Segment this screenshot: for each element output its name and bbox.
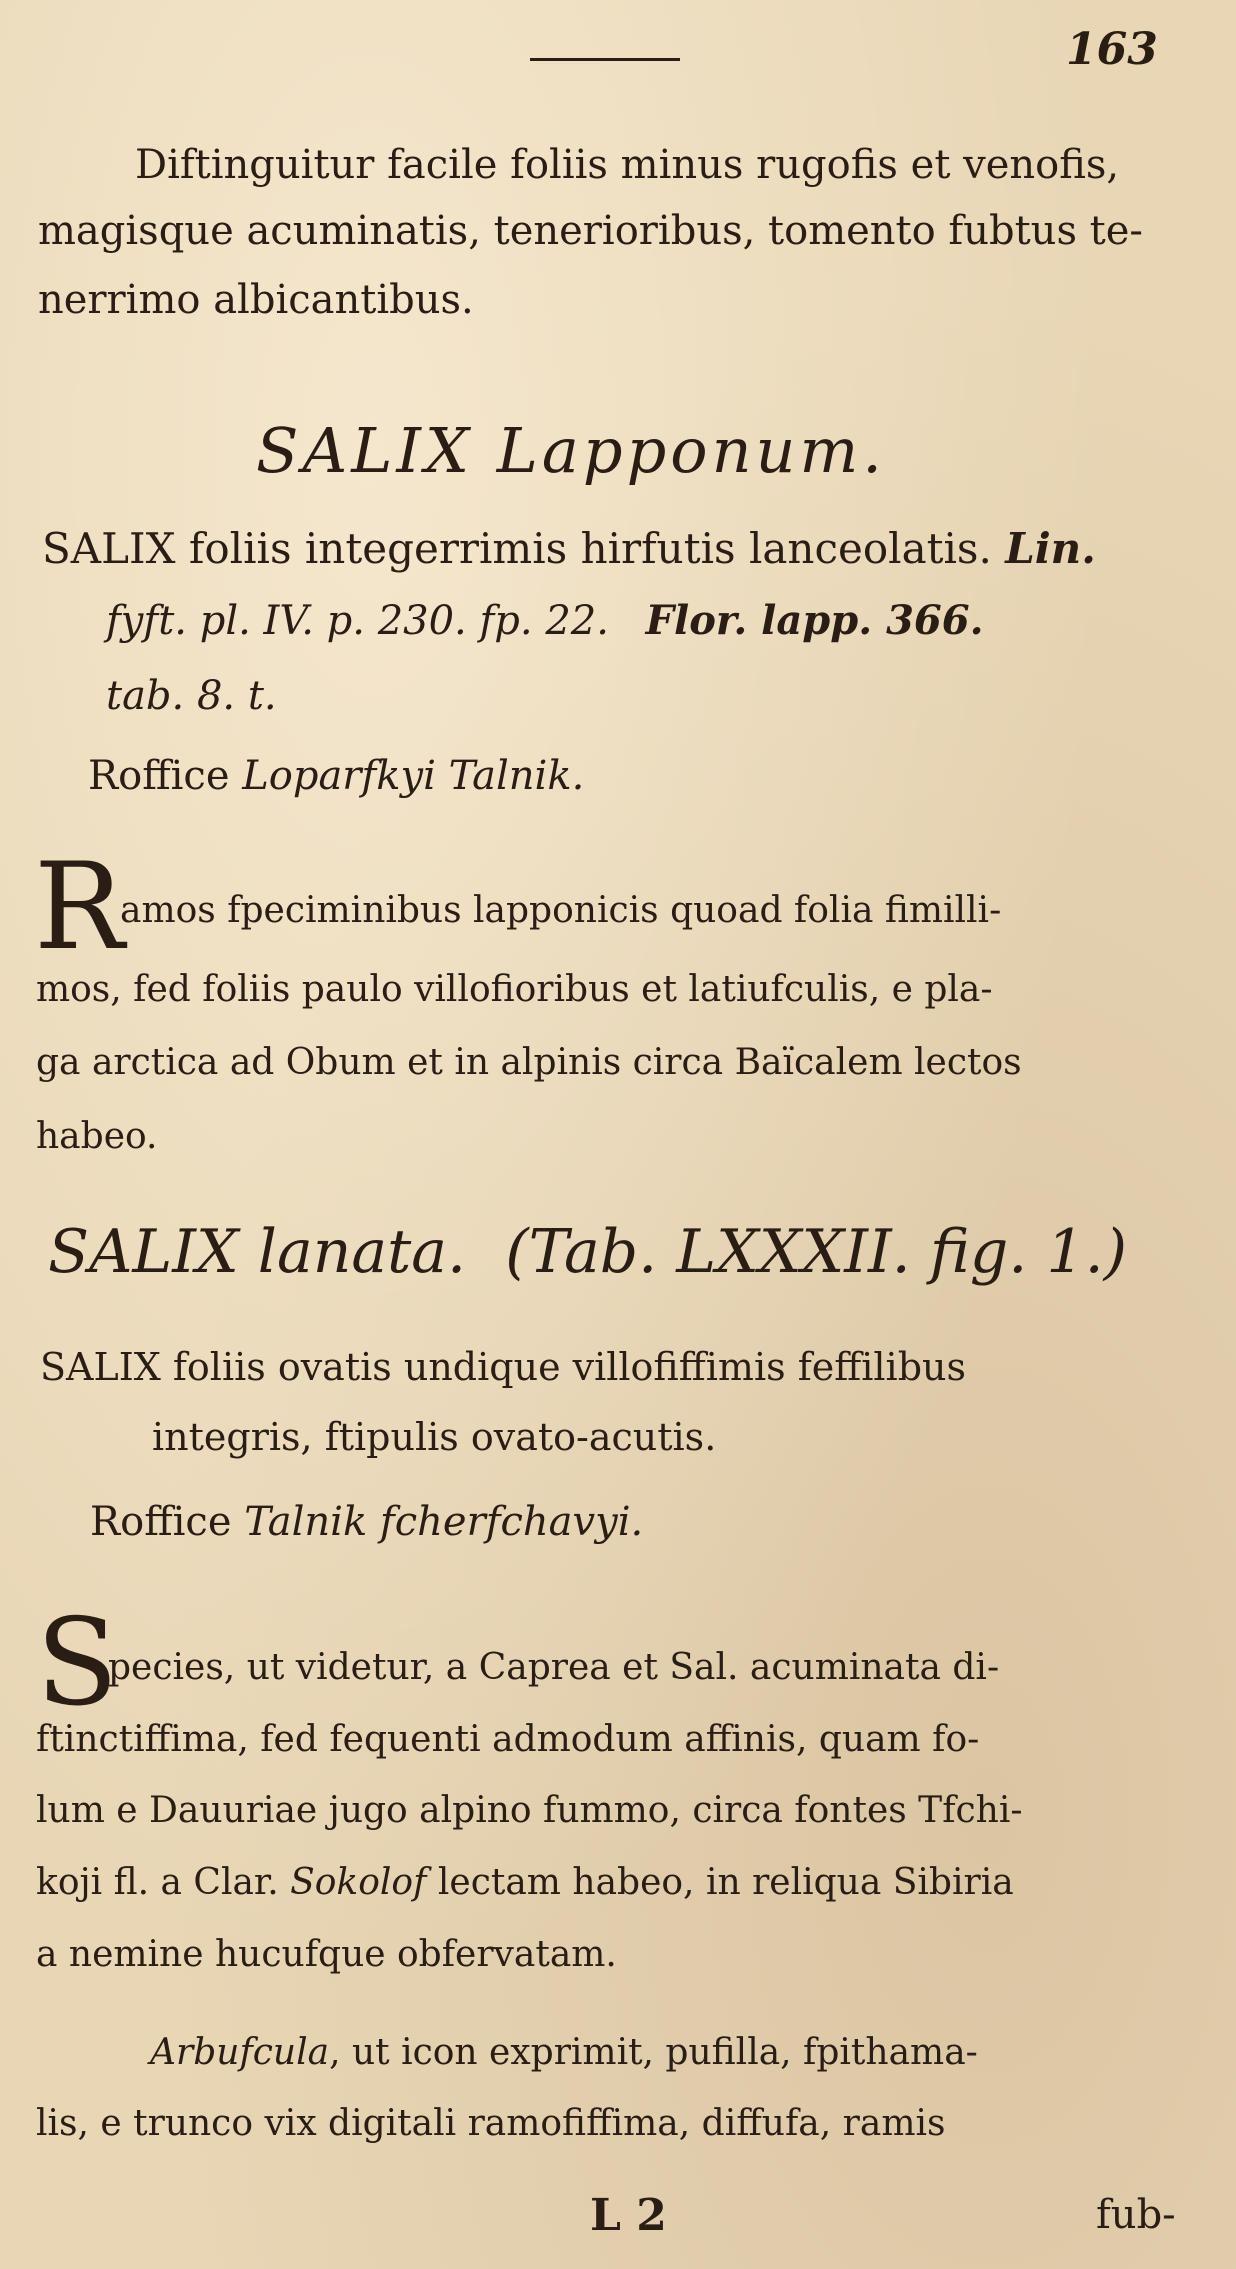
diagnosis-text: SALIX foliis integerrimis hirfutis lanceolatis. [42,524,992,573]
signature-mark: L 2 [590,2190,667,2241]
vernacular-name: Loparfkyi Talnik. [242,753,585,799]
paragraph-line: lis, e trunco vix digitali ramofiffima, diffufa, ramis [36,2103,946,2144]
person-name: Sokolof [290,1862,427,1903]
term-italic: Arbufcula [150,2032,330,2073]
catchword: fub- [1096,2192,1176,2238]
paragraph-line: ftinctiffima, fed fequenti admodum affinis, quam fo- [36,1719,980,1760]
paragraph-line: ga arctica ad Obum et in alpinis circa Baïcalem lectos [36,1042,1022,1083]
species-heading [48,1217,1128,1287]
text-segment: , ut icon exprimit, pufilla, fpithama- [329,2032,978,2073]
drop-cap: R [34,838,125,977]
vernacular-line [90,1499,644,1545]
diagnosis-line: integris, ftipulis ovato-acutis. [152,1415,717,1459]
page-number: 163 [1066,24,1158,75]
header-rule [530,58,680,61]
diagnosis-line [42,524,1096,573]
diagnosis-line: SALIX foliis ovatis undique villofiffimis feffilibus [40,1345,967,1389]
paragraph-line: nerrimo albicantibus. [38,277,474,323]
vernacular-line [88,753,585,799]
paragraph-line: pecies, ut videtur, a Caprea et Sal. acuminata di- [108,1647,1000,1688]
paragraph-line: a nemine hucufque obfervatam. [36,1934,617,1975]
paragraph-line: Diftinguitur facile foliis minus rugofis et venofis, [135,142,1120,188]
reference-text: fyft. pl. IV. p. 230. fp. 22. [106,598,609,644]
paragraph-line [150,2032,978,2073]
species-heading: SALIX Lapponum. [256,414,886,487]
paragraph-line: habeo. [36,1116,158,1157]
species-name: SALIX lanata. [48,1217,467,1287]
vernacular-name: Talnik fcherfchavyi. [244,1499,644,1545]
paragraph-line [36,1862,1014,1903]
paragraph-line: mos, fed foliis paulo villofioribus et latiufculis, e pla- [36,969,993,1010]
text-segment: koji fl. a Clar. [36,1862,279,1903]
reference-line: tab. 8. t. [106,673,277,719]
diagnosis-line [106,597,984,644]
text-segment: lectam habeo, in reliqua Sibiria [437,1862,1014,1903]
reference-text: Lin. [1005,524,1096,573]
drop-cap: S [36,1594,119,1733]
paragraph-line: amos fpeciminibus lapponicis quoad folia fimilli- [120,890,1002,931]
paragraph-line: lum e Dauuriae jugo alpino fummo, circa fontes Tfchi- [36,1790,1023,1831]
paragraph-line: magisque acuminatis, tenerioribus, tomento fubtus te- [38,208,1143,254]
plate-reference: (Tab. LXXXII. fig. 1.) [505,1217,1128,1287]
vernacular-label: Roffice [88,753,230,799]
vernacular-label: Roffice [90,1499,232,1545]
reference-text: Flor. lapp. 366. [645,597,984,644]
